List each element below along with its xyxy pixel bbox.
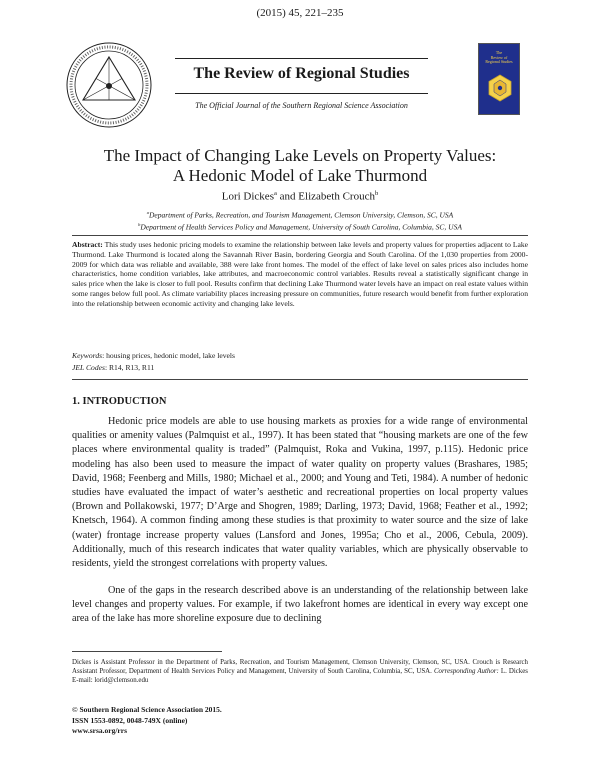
footnote-divider: [72, 651, 222, 652]
jel-label: JEL Codes: [72, 363, 105, 372]
keywords-label: Keywords: [72, 351, 103, 360]
paper-title: [60, 146, 540, 186]
jel-codes: JEL Codes: R14, R13, R11: [72, 363, 155, 372]
paper-title-line1: The Impact of Changing Lake Levels on Property Values:: [103, 146, 497, 165]
abstract: [72, 240, 528, 309]
abstract-bottom-divider: [72, 379, 528, 380]
journal-cover-thumbnail: [478, 43, 520, 115]
journal-url[interactable]: www.srsa.org/rrs: [72, 726, 127, 735]
author-name: Elizabeth Crouch: [298, 190, 375, 203]
copyright-line: © Southern Regional Science Association 2015.: [72, 705, 222, 714]
body-paragraph: Hedonic price models are able to use housing markets as proxies for a wide range of environmental qualities or amenity values (Palmquist et al., 1997). It has been stated that “housing markets are one of the few places where environmental quality is traded” (Palmquist, Roka and Vukina, 1997, p.115). Hedonic price modeling has also been used to measure the impact of water quality on property values (Brashares, 1985; David, 1968; Feenberg and Mills, 1980; Michael et al., 2000; and Young and Teti, 1984). A number of hedonic studies have evaluated the impact of water’s aesthetic and recreational properties on local property values (Brown and Pollakowski, 1977; D’Arge and Shogren, 1989; Darling, 1973; David, 1968; Feather et al., 1992; Knetsch, 1964). A common finding among these studies is that proximity to water source and the size of lake (water) frontage increase property values (Lansford and Jones, 1995a; Cho et al., 2006, Cebula, 2009). Additionally, much of this research indicates that water quality variables, which are physically observable to residents, yield the strongest correlations with property values.: [72, 416, 528, 570]
author-list: [0, 190, 600, 203]
author-name: Lori Dickes: [221, 190, 274, 203]
body-paragraph: One of the gaps in the research described above is an understanding of the relationship between lake level changes and property values. For example, if two lakefront homes are identical in every way except one area of the lake has more shoreline exposure due to declining: [72, 585, 528, 625]
affiliation-b: $^b$Department of Health Services Policy and Management, University of South Carolina, Columbia, SC, USA: [138, 222, 462, 232]
journal-subtitle: The Official Journal of the Southern Regional Science Association: [195, 101, 408, 110]
author-affiliation-mark: b: [374, 190, 379, 197]
copyright-block: [72, 705, 222, 737]
section-heading: 1. INTRODUCTION: [72, 396, 167, 407]
keywords: Keywords: housing prices, hedonic model, lake levels: [72, 351, 235, 360]
author-affiliation-mark: a: [273, 190, 277, 197]
author-connector: and: [276, 190, 299, 203]
abstract-top-divider: [72, 235, 528, 236]
cover-hexagon-graphic: [488, 74, 512, 102]
journal-citation: (2015) 45, 221–235: [256, 7, 344, 19]
author-footnote: Dickes is Assistant Professor in the Department of Parks, Recreation, and Tourism Management, Clemson University, Clemson, SC, USA. Crouch is Research Assistant Professor, Department of Health Services Policy and Management, University of South Carolina, Columbia, SC, USA. Corresponding Author: L. Dickes E-mail: lorid@clemson.edu: [72, 659, 528, 685]
abstract-text: This study uses hedonic pricing models to examine the relationship between lake levels and property values for properties adjacent to Lake Thurmond. Lake Thurmond is located along the Savannah River Basin, bordering Georgia and South Carolina. Of the 1,030 properties from 2000-2009 for which data was reliable and available, 388 were lake front homes. The model of the effect of lake level on sales prices also includes home characteristics, home condition variables, lake attributes, and macroeconomic control variables. Results reveal a statistically significant change in sales price when the lake is closer to full pool. Results confirm that declining Lake Thurmond water levels have an impact on real estate values within some ranges below full pool. As climate variability places increasing pressure on communities, future research would benefit from further exploration into the relationship between economic activity and changing lake levels.: [72, 240, 528, 308]
abstract-label: Abstract:: [72, 240, 103, 249]
cover-title: The Review of Regional Studies: [485, 50, 513, 64]
association-seal-logo: [64, 40, 154, 130]
journal-top-rule: [175, 58, 428, 59]
affiliation-a: $^a$Department of Parks, Recreation, and Tourism Management, Clemson University, Clemson, SC, USA: [146, 210, 454, 220]
issn-line: ISSN 1553-0892, 0048-749X (online): [72, 715, 188, 725]
corresponding-author-contact: L. Dickes E-mail: lorid@clemson.edu: [72, 668, 528, 685]
paper-title-line2: A Hedonic Model of Lake Thurmond: [172, 166, 428, 185]
journal-bottom-rule: [175, 93, 428, 94]
corresponding-author-label: Corresponding Author:: [433, 668, 499, 676]
journal-title: The Review of Regional Studies: [193, 65, 410, 82]
